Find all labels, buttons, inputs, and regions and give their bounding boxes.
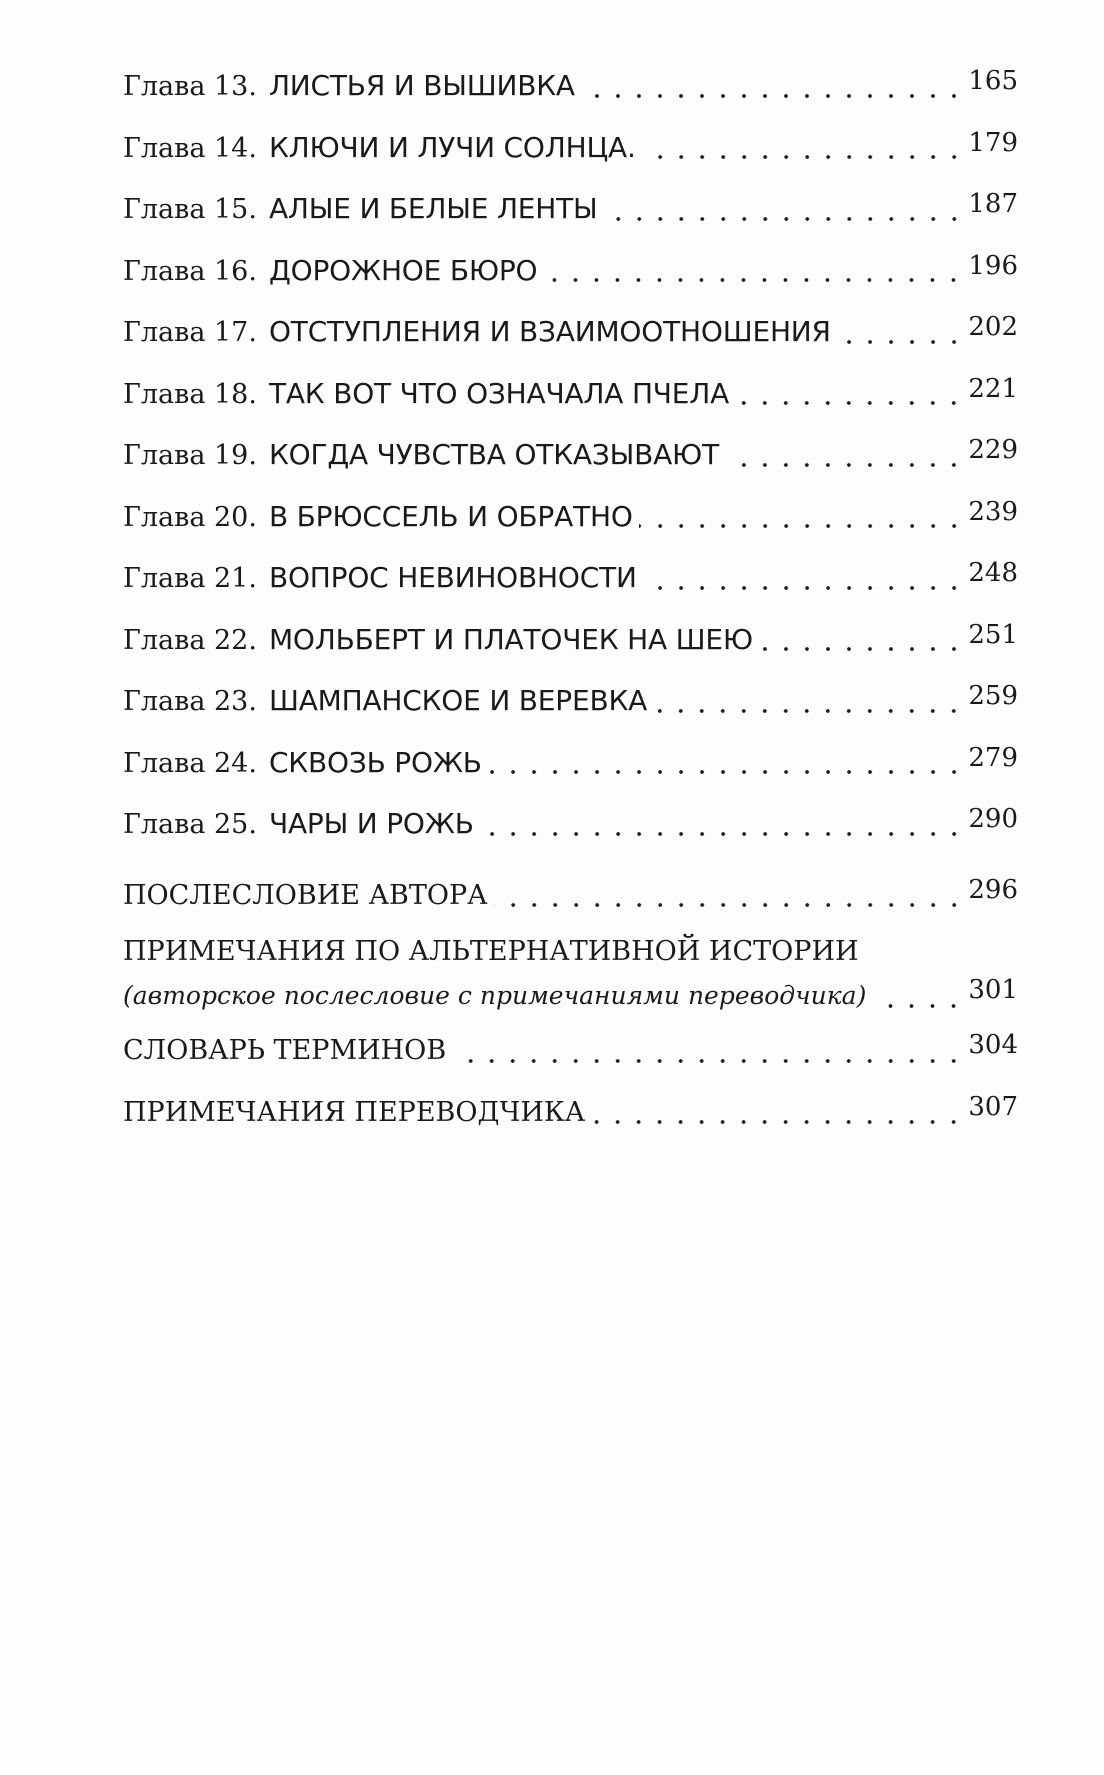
section-gap	[123, 855, 1018, 865]
section-title: СЛОВАРЬ ТЕРМИНОВ	[123, 1035, 447, 1066]
page-number: 165	[968, 66, 1018, 96]
chapter-number: Глава 17.	[123, 317, 257, 348]
toc-entry-chapter-15[interactable]	[123, 178, 1018, 240]
dot-leader	[642, 147, 965, 167]
toc-entry-chapter-24[interactable]	[123, 732, 1018, 794]
page-number: 251	[968, 619, 1018, 650]
page-number: 290	[968, 804, 1018, 834]
page-number: 304	[968, 1030, 1018, 1060]
dot-leader	[837, 332, 965, 352]
section-title: ПРИМЕЧАНИЯ ПО АЛЬТЕРНАТИВНОЙ ИСТОРИИ	[123, 936, 859, 967]
chapter-title: ВОПРОС НЕВИНОВНОСТИ	[268, 561, 637, 594]
dot-leader	[643, 578, 965, 598]
chapter-number: Глава 24.	[123, 747, 257, 779]
toc-entry-chapter-22[interactable]	[123, 609, 1018, 671]
dot-leader	[604, 209, 965, 229]
section-subtitle: (авторское послесловие с примечаниями переводчика)	[123, 981, 867, 1010]
toc-entry-chapter-19[interactable]	[123, 424, 1018, 486]
page-number: 279	[968, 742, 1018, 773]
toc-entry-translator-notes[interactable]	[123, 1082, 1018, 1144]
page-number: 202	[968, 312, 1018, 342]
dot-leader	[872, 996, 964, 1016]
toc-entry-chapter-14[interactable]	[123, 117, 1018, 179]
dot-leader	[725, 455, 964, 475]
chapter-number: Глава 23.	[123, 686, 257, 717]
toc-entry-chapter-16[interactable]	[123, 240, 1018, 302]
chapter-title: КОГДА ЧУВСТВА ОТКАЗЫВАЮТ	[268, 438, 719, 471]
chapter-number: Глава 14.	[123, 132, 257, 164]
page-number: 229	[968, 435, 1018, 465]
dot-leader	[488, 762, 965, 782]
toc-entry-chapter-18[interactable]	[123, 363, 1018, 425]
chapter-title: ДОРОЖНОЕ БЮРО	[268, 253, 538, 287]
dot-leader	[452, 1051, 964, 1071]
page-number: 196	[968, 250, 1018, 281]
toc-entry-chapter-23[interactable]	[123, 670, 1018, 732]
page-number: 259	[968, 681, 1018, 711]
page-number: 221	[968, 373, 1018, 404]
page-number: 248	[968, 558, 1018, 588]
chapter-title: В БРЮССЕЛЬ И ОБРАТНО	[268, 499, 633, 533]
chapter-title: ТАК ВОТ ЧТО ОЗНАЧАЛА ПЧЕЛА	[268, 376, 730, 410]
section-title: ПОСЛЕСЛОВИЕ АВТОРА	[123, 879, 488, 911]
dot-leader	[543, 270, 964, 290]
page-number: 179	[968, 127, 1018, 158]
toc-entry-chapter-17[interactable]	[123, 301, 1018, 363]
dot-leader	[759, 639, 964, 659]
toc-entry-chapter-25[interactable]	[123, 793, 1018, 855]
toc-entry-afterword[interactable]	[123, 865, 1018, 927]
chapter-number: Глава 20.	[123, 501, 257, 533]
chapter-title: ЧАРЫ И РОЖЬ	[268, 807, 474, 840]
chapter-number: Глава 21.	[123, 563, 257, 594]
chapter-title: АЛЫЕ И БЕЛЫЕ ЛЕНТЫ	[268, 192, 598, 225]
page-number: 296	[968, 874, 1018, 905]
chapter-number: Глава 25.	[123, 809, 257, 840]
page-number: 307	[968, 1091, 1018, 1122]
page-number: 301	[968, 975, 1018, 1005]
page-number: 239	[968, 496, 1018, 527]
chapter-title: МОЛЬБЕРТ И ПЛАТОЧЕК НА ШЕЮ	[268, 622, 753, 656]
toc-entry-chapter-13[interactable]	[123, 55, 1018, 117]
dot-leader	[581, 86, 964, 106]
chapter-number: Глава 22.	[123, 624, 257, 656]
chapter-number: Глава 18.	[123, 378, 257, 410]
toc-entry-alt-history[interactable]	[123, 926, 1018, 1020]
dot-leader	[480, 824, 965, 844]
table-of-contents	[123, 55, 1018, 1143]
page-number: 187	[968, 189, 1018, 219]
dot-leader	[591, 1112, 964, 1132]
dot-leader	[735, 393, 964, 413]
chapter-title: ШАМПАНСКОЕ И ВЕРЕВКА	[268, 684, 648, 717]
section-title: ПРИМЕЧАНИЯ ПЕРЕВОДЧИКА	[123, 1096, 586, 1128]
chapter-title: СКВОЗЬ РОЖЬ	[268, 745, 482, 779]
dot-leader	[494, 895, 965, 915]
chapter-title: КЛЮЧИ И ЛУЧИ СОЛНЦА.	[268, 130, 636, 164]
chapter-number: Глава 15.	[123, 194, 257, 225]
chapter-number: Глава 13.	[123, 71, 257, 102]
chapter-number: Глава 19.	[123, 440, 257, 471]
chapter-title: ОТСТУПЛЕНИЯ И ВЗАИМООТНОШЕНИЯ	[268, 315, 831, 348]
chapter-number: Глава 16.	[123, 255, 257, 287]
dot-leader	[639, 516, 965, 536]
chapter-title: ЛИСТЬЯ И ВЫШИВКА	[268, 69, 575, 102]
dot-leader	[653, 701, 964, 721]
toc-entry-glossary[interactable]	[123, 1020, 1018, 1082]
toc-entry-chapter-20[interactable]	[123, 486, 1018, 548]
toc-entry-chapter-21[interactable]	[123, 547, 1018, 609]
